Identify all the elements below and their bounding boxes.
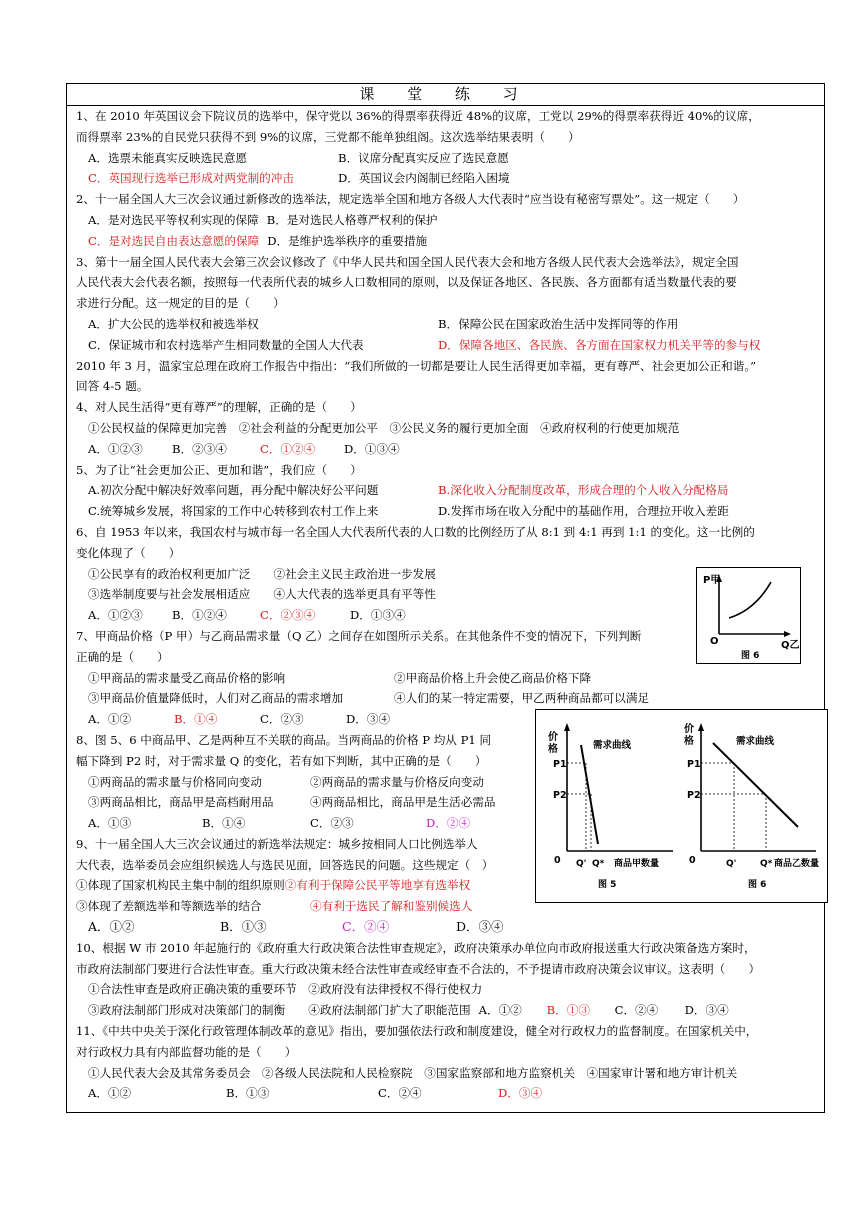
fig6-p2-label: P2 xyxy=(687,790,701,801)
q11-stem-line1: 11、《中共中央关于深化行政管理体制改革的意见》指出，要加强依法行政和制度建设，健全对行政权力的监督制度。在国家机关中， xyxy=(76,1024,758,1039)
fig5-q2-label: Q* xyxy=(592,859,605,869)
q9-options xyxy=(76,917,820,938)
q10-items-row1: ①合法性审查是政府正确决策的重要环节 ②政府没有法律授权不得行使权力 xyxy=(88,982,483,997)
q7-item-3: ③甲商品价值量降低时，人们对乙商品的需求增加 xyxy=(88,691,344,706)
q3-option-b: B．保障公民在国家政治生活中发挥同等的作用 xyxy=(438,316,679,331)
q5-option-a: A.初次分配中解决好效率问题，再分配中解决好公平问题 xyxy=(88,483,379,498)
q2-option-a: A．是对选民平等权利实现的保障 xyxy=(88,212,259,227)
q3-option-a: A．扩大公民的选举权和被选举权 xyxy=(88,316,259,331)
q5-options-row1 xyxy=(76,480,820,501)
q11-option-c: C．②④ xyxy=(378,1086,422,1101)
q4-option-b: B．②③④ xyxy=(172,441,227,456)
q9-stem-line2: 大代表，选举委员会应组织候选人与选民见面，回答选民的问题。这些规定（ ） xyxy=(76,857,494,872)
q9-option-a: A．①② xyxy=(88,919,135,935)
q7-option-b: B．①④ xyxy=(174,712,218,727)
fig6-x-label: 商品乙数量 xyxy=(774,859,820,869)
q8-option-d: D．②④ xyxy=(426,816,471,831)
q3-options-row2 xyxy=(76,335,820,356)
fig5-x-label: 商品甲数量 xyxy=(614,859,660,869)
q8-item-1: ①两商品的需求量与价格同向变动 xyxy=(88,774,262,789)
q4-stem: 4、对人民生活得“更有尊严”的理解，正确的是（ ） xyxy=(76,400,362,415)
q1-option-c: C．英国现行选举已形成对两党制的冲击 xyxy=(88,171,294,186)
q2-option-b: B．是对选民人格尊严权利的保护 xyxy=(266,212,438,227)
q8-stem-line1: 8、图 5、6 中商品甲、乙是两种互不关联的商品。当两商品的价格 P 均从 P1 同 xyxy=(76,732,492,747)
fig5-caption: 图 5 xyxy=(598,880,617,890)
q6-stem-line2: 变化体现了（ ） xyxy=(76,545,181,560)
figures-5-6 xyxy=(535,709,828,903)
q10-option-b: B．①③ xyxy=(546,1003,590,1018)
q9-item-3: ③体现了差额选举和等额选举的结合 xyxy=(76,899,262,914)
fig-a-origin: O xyxy=(710,636,719,647)
q4-option-d: D．①③④ xyxy=(344,441,400,456)
q9-option-b: B．①③ xyxy=(220,919,267,935)
q11-option-d: D．③④ xyxy=(498,1086,543,1101)
q8-option-c: C．②③ xyxy=(310,816,354,831)
q6-items-row1: ①公民享有的政治权利更加广泛 ②社会主义民主政治进一步发展 xyxy=(88,566,436,581)
q2-options-row1 xyxy=(76,210,820,231)
q10-items-row2 xyxy=(76,1000,820,1021)
fig6-q1-label: Q' xyxy=(726,859,737,869)
fig6-p1-label: P1 xyxy=(687,759,701,770)
q3-options-row1 xyxy=(76,314,820,335)
q1-option-a: A．选票未能真实反映选民意愿 xyxy=(88,150,248,165)
fig6-caption: 图 6 xyxy=(748,880,767,890)
fig5-y-arrow xyxy=(564,723,570,731)
q2-options-row2 xyxy=(76,231,820,252)
q4-options xyxy=(76,439,820,460)
q9-stem-line1: 9、十一届全国人大三次会议通过的新选举法规定：城乡按相同人口比例选举人 xyxy=(76,836,478,851)
q10-option-d: D．③④ xyxy=(684,1003,729,1018)
q9-item-4: ④有利于选民了解和鉴别候选人 xyxy=(310,899,473,914)
q8-item-2: ②两商品的需求量与价格反向变动 xyxy=(310,774,484,789)
fig-a-curve xyxy=(729,582,771,618)
q2-stem: 2、十一届全国人大三次会议通过新修改的选举法，规定选举全国和地方各级人大代表时“应当设有秘密写票处”。这一规定（ ） xyxy=(76,192,745,207)
fig-a-x-label: Q乙 xyxy=(781,640,800,651)
q11-items: ①人民代表大会及其常务委员会 ②各级人民法院和人民检察院 ③国家监察部和地方监察机关 ④国家审计署和地方审计机关 xyxy=(88,1065,738,1080)
q7-option-c: C．②③ xyxy=(260,712,304,727)
q3-stem-line2: 人民代表大会代表名额，按照每一代表所代表的城乡人口数相同的原则，以及保证各地区、各民族、各方面都有适当数量代表的要 xyxy=(76,275,737,290)
q4-option-a: A．①②③ xyxy=(88,441,143,456)
figures-5-6-svg xyxy=(536,710,827,902)
q7-option-a: A．①② xyxy=(88,712,132,727)
fig-a-caption: 图 6 xyxy=(741,651,760,661)
intro-4-5-line2: 回答 4-5 题。 xyxy=(76,379,149,394)
q9-option-d: D．③④ xyxy=(456,919,504,935)
q10-option-a: A．①② xyxy=(478,1003,522,1018)
q10-option-c: C．②④ xyxy=(614,1003,659,1018)
fig5-y-label-1: 价 xyxy=(548,732,558,743)
fig6-origin: 0 xyxy=(689,855,696,866)
q2-option-d: D．是维护选举秩序的重要措施 xyxy=(267,233,428,248)
fig-a-y-label: P甲 xyxy=(703,575,721,586)
q11-stem-line2: 对行政权力具有内部监督功能的是（ ） xyxy=(76,1044,297,1059)
q3-stem-line1: 3、第十一届全国人民代表大会第三次会议修改了《中华人民共和国全国人民代表大会和地方各级人民代表大会选举法》，规定全国 xyxy=(76,254,739,269)
q4-option-c: C．①②④ xyxy=(260,441,316,456)
q1-stem-line2: 而得票率 23%的自民党只获得不到 9%的议席，三党都不能单独组阁。这次选举结果表明（ ） xyxy=(76,129,580,144)
q10-stem-line1: 10、根据 W 市 2010 年起施行的《政府重大行政决策合法性审查规定》，政府决策承办单位向市政府报送重大行政决策备选方案时， xyxy=(76,940,756,955)
q3-option-c: C．保证城市和农村选举产生相同数量的全国人大代表 xyxy=(88,337,364,352)
page-title: 课 堂 练 习 xyxy=(67,84,824,106)
q9-option-c: C．②④ xyxy=(342,919,390,935)
q1-option-b: B．议席分配真实反应了选民意愿 xyxy=(338,150,509,165)
fig-a-x-arrow xyxy=(784,631,791,637)
intro-4-5-line1: 2010 年 3 月，温家宝总理在政府工作报告中指出：“我们所做的一切都是要让人民生活得更加幸福，更有尊严、社会更加公正和谐。” xyxy=(76,358,757,373)
q6-option-c: C．②③④ xyxy=(260,608,316,623)
q7-stem-line2: 正确的是（ ） xyxy=(76,649,169,664)
q1-options-row1 xyxy=(76,148,820,169)
fig5-origin: 0 xyxy=(554,855,561,866)
q10-stem-line2: 市政府法制部门要进行合法性审查。重大行政决策未经合法性审查或经审查不合法的，不予提请市政府决策会议审议。这表明（ ） xyxy=(76,961,761,976)
fig6-y-label-1: 价 xyxy=(684,724,694,735)
q2-option-c: C．是对选民自由表达意愿的保障 xyxy=(88,233,260,248)
q3-stem-line3: 求进行分配。这一规定的目的是（ ） xyxy=(76,296,285,311)
q8-item-3: ③两商品相比，商品甲是高档耐用品 xyxy=(88,795,274,810)
q6-option-b: B．①②④ xyxy=(172,608,227,623)
fig6-demand-curve xyxy=(713,743,798,827)
q5-option-d: D.发挥市场在收入分配中的基础作用，合理拉开收入差距 xyxy=(438,504,729,519)
fig5-p1-label: P1 xyxy=(553,759,567,770)
q7-items-row1 xyxy=(76,668,820,689)
fig6-q2-label: Q* xyxy=(760,859,773,869)
fig5-p2-label: P2 xyxy=(553,790,567,801)
q8-option-a: A．①③ xyxy=(88,816,132,831)
fig6-y-arrow xyxy=(698,723,704,731)
q6-items-row2: ③选举制度要与社会发展相适应 ④人大代表的选举更具有平等性 xyxy=(88,587,436,602)
q9-item-1: ①体现了国家机构民主集中制的组织原则 xyxy=(76,878,285,893)
q5-option-b: B.深化收入分配制度改革，形成合理的个人收入分配格局 xyxy=(438,483,729,498)
q9-item-2: ②有利于保障公民平等地享有选举权 xyxy=(284,878,471,893)
q10-items-2: ③政府法制部门形成对决策部门的制衡 ④政府法制部门扩大了职能范围 xyxy=(88,1003,471,1018)
q4-items: ①公民权益的保障更加完善 ②社会利益的分配更加公平 ③公民义务的履行更加全面 ④政府权利的行使更加规范 xyxy=(88,420,680,435)
q8-stem-line2: 幅下降到 P2 时，对于需求量 Q 的变化，若有如下判断，其中正确的是（ ） xyxy=(76,753,487,768)
q5-stem: 5、为了让“社会更加公正、更加和谐”，我们应（ ） xyxy=(76,462,362,477)
figure-price-quantity-svg xyxy=(697,568,800,663)
q7-stem-line1: 7、甲商品价格（P 甲）与乙商品需求量（Q 乙）之间存在如图所示关系。在其他条件不变的情况下，下列判断 xyxy=(76,628,642,643)
q11-options xyxy=(76,1083,820,1104)
fig5-q1-label: Q' xyxy=(576,859,587,869)
fig5-curve-label: 需求曲线 xyxy=(593,740,632,751)
fig6-curve-label: 需求曲线 xyxy=(736,736,775,747)
q1-stem-line1: 1、在 2010 年英国议会下院议员的选举中，保守党以 36%的得票率获得近 48%的议席，工党以 29%的得票率获得近 40%的议席， xyxy=(76,109,760,123)
fig6-y-label-2: 格 xyxy=(684,736,694,747)
fig5-demand-curve xyxy=(581,745,598,844)
q11-option-b: B．①③ xyxy=(226,1086,270,1101)
q3-option-d: D．保障各地区、各民族、各方面在国家权力机关平等的参与权 xyxy=(438,337,761,352)
q6-option-a: A．①②③ xyxy=(88,608,143,623)
q7-item-4: ④人们的某一特定需要，甲乙两种商品都可以满足 xyxy=(394,691,650,706)
q11-option-a: A．①② xyxy=(88,1086,132,1101)
q1-option-d: D．英国议会内阁制已经陷入困境 xyxy=(338,171,510,186)
q7-item-1: ①甲商品的需求量受乙商品价格的影响 xyxy=(88,670,286,685)
q5-option-c: C.统筹城乡发展，将国家的工作中心转移到农村工作上来 xyxy=(88,504,379,519)
q7-item-2: ②甲商品价格上升会使乙商品价格下降 xyxy=(394,670,592,685)
q1-options-row2 xyxy=(76,168,820,189)
q8-item-4: ④两商品相比，商品甲是生活必需品 xyxy=(310,795,496,810)
q6-stem-line1: 6、自 1953 年以来，我国农村与城市每一名全国人大代表所代表的人口数的比例经历了从 8:1 到 4:1 再到 1:1 的变化。这一比例的 xyxy=(76,524,755,539)
q7-items-row2 xyxy=(76,688,820,709)
q5-options-row2 xyxy=(76,501,820,522)
q7-option-d: D．③④ xyxy=(346,712,391,727)
q8-option-b: B．①④ xyxy=(202,816,246,831)
q6-option-d: D．①③④ xyxy=(350,608,406,623)
figure-price-quantity xyxy=(696,567,801,664)
fig5-y-label-2: 格 xyxy=(548,744,558,755)
